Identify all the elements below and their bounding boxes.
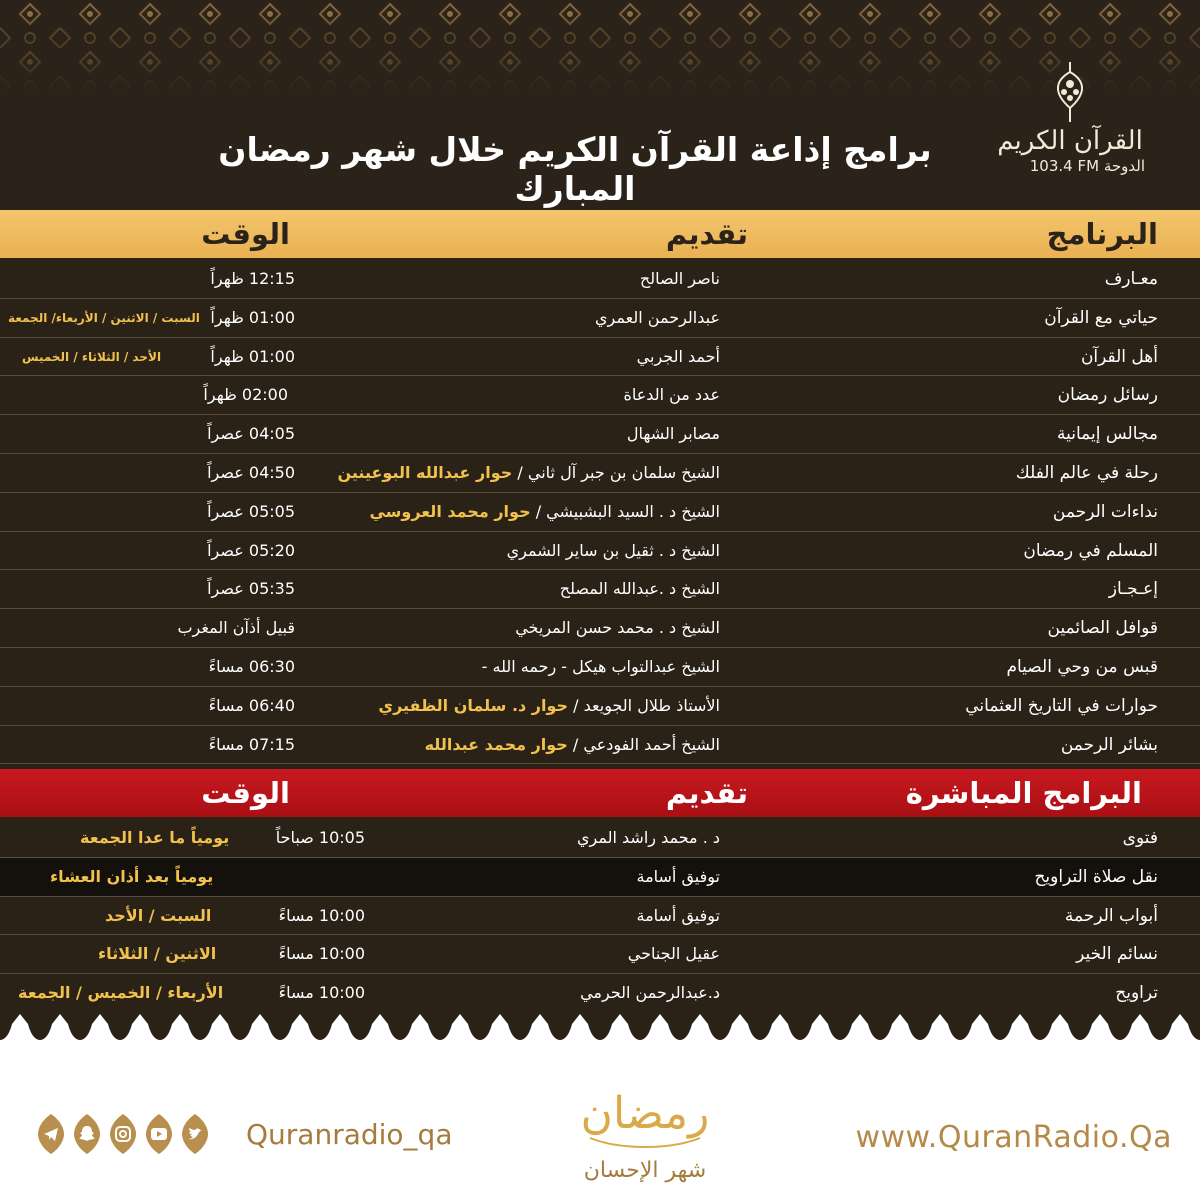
header-host: تقديم xyxy=(665,217,748,251)
header-host: تقديم xyxy=(665,776,748,810)
program-host xyxy=(369,493,720,531)
host-main: الشيخ أحمد الفودعي / xyxy=(572,734,720,754)
table-row xyxy=(0,609,1200,648)
host-main: الشيخ سلمان بن جبر آل ثاني / xyxy=(517,462,720,482)
logo-city xyxy=(985,156,1155,176)
program-days: الاثنين / الثلاثاء xyxy=(98,944,217,964)
program-time: 06:40 مساءً xyxy=(208,695,295,715)
program-host: د . محمد راشد المري xyxy=(577,828,720,847)
program-days: السبت / الأحد xyxy=(105,905,212,925)
instagram-icon[interactable] xyxy=(108,1112,138,1156)
program-days: الأربعاء / الخميس / الجمعة xyxy=(18,983,224,1003)
program-days: يومياً ما عدا الجمعة xyxy=(80,828,230,847)
program-host: الشيخ د . ثقيل بن ساير الشمري xyxy=(506,540,720,560)
program-days: الأحد / الثلاثاء / الخميس xyxy=(22,349,162,364)
program-name: نقل صلاة التراويح xyxy=(1034,866,1158,887)
quran-radio-logo xyxy=(985,62,1155,202)
program-name: معـارف xyxy=(1104,269,1158,289)
program-name: نسائم الخير xyxy=(1076,944,1158,965)
program-host: توفيق أسامة xyxy=(636,866,720,886)
program-host: توفيق أسامة xyxy=(636,905,720,925)
table-row xyxy=(0,260,1200,299)
program-name: المسلم في رمضان xyxy=(1023,540,1158,561)
ramadan-calligraphy-icon xyxy=(560,1068,730,1158)
host-interview: حوار عبدالله البوعينين xyxy=(337,462,513,482)
regular-programs-header xyxy=(0,210,1200,258)
program-host: أحمد الجربي xyxy=(636,346,720,366)
table-row xyxy=(0,897,1200,936)
program-time: 01:00 ظهراً xyxy=(210,346,295,366)
program-time: 10:00 مساءً xyxy=(278,944,365,964)
ramadan-tagline: شهر الإحسان xyxy=(583,1158,707,1183)
website-link[interactable]: www.QuranRadio.Qa xyxy=(855,1120,1172,1155)
table-row xyxy=(0,415,1200,454)
program-host xyxy=(378,687,720,725)
program-host xyxy=(337,454,720,492)
header-time: الوقت xyxy=(201,217,290,251)
program-name: بشائر الرحمن xyxy=(1060,734,1158,755)
program-time: 10:05 صباحاً xyxy=(275,828,365,847)
table-row xyxy=(0,935,1200,974)
host-interview: حوار محمد العروسي xyxy=(369,501,531,521)
program-time: 05:35 عصراً xyxy=(207,579,295,599)
live-programs-table xyxy=(0,819,1200,1013)
program-host: مصابر الشهال xyxy=(626,424,720,444)
program-name: تراويح xyxy=(1115,983,1158,1004)
table-row xyxy=(0,858,1200,897)
table-row xyxy=(0,726,1200,765)
program-name: حوارات في التاريخ العثماني xyxy=(965,695,1158,716)
ornamental-border xyxy=(0,1010,1200,1065)
logo-name: القرآن الكريم xyxy=(997,126,1143,156)
table-row xyxy=(0,687,1200,726)
program-name: رحلة في عالم الفلك xyxy=(1015,462,1158,483)
program-host: عقيل الجناحي xyxy=(627,944,720,964)
program-name: فتوى xyxy=(1122,828,1158,848)
table-row xyxy=(0,299,1200,338)
telegram-icon[interactable] xyxy=(36,1112,66,1156)
regular-programs-table xyxy=(0,260,1200,764)
header-time: الوقت xyxy=(201,776,290,810)
table-row xyxy=(0,648,1200,687)
program-name: مجالس إيمانية xyxy=(1057,424,1158,445)
logo-frequency: 103.4 FM xyxy=(1029,157,1100,175)
header-program: البرنامج xyxy=(1046,217,1158,251)
program-host xyxy=(425,726,720,764)
program-days: السبت / الاثنين / الأربعاء/ الجمعة xyxy=(8,310,200,325)
youtube-icon[interactable] xyxy=(144,1112,174,1156)
program-name: قبس من وحي الصيام xyxy=(1006,656,1158,677)
program-host: عدد من الدعاة xyxy=(623,385,720,405)
table-row xyxy=(0,532,1200,571)
program-name: أبواب الرحمة xyxy=(1064,905,1158,926)
program-name: حياتي مع القرآن xyxy=(1044,307,1158,328)
program-name: رسائل رمضان xyxy=(1057,385,1158,406)
lantern-icon xyxy=(1050,62,1090,124)
table-row xyxy=(0,338,1200,377)
program-time: 01:00 ظهراً xyxy=(210,307,295,327)
program-host: عبدالرحمن العمري xyxy=(595,307,720,327)
twitter-icon[interactable] xyxy=(180,1112,210,1156)
program-host: د.عبدالرحمن الحرمي xyxy=(580,983,720,1003)
program-host: الشيخ د .عبدالله المصلح xyxy=(559,579,720,599)
table-row xyxy=(0,819,1200,858)
social-links xyxy=(36,1112,210,1156)
program-name: قوافل الصائمين xyxy=(1047,618,1158,639)
header-program: البرامج المباشرة xyxy=(905,776,1142,810)
program-time: 06:30 مساءً xyxy=(208,656,295,676)
host-main: الأستاذ طلال الجويعد / xyxy=(573,695,720,715)
table-row xyxy=(0,570,1200,609)
host-interview: حوار د. سلمان الظفيري xyxy=(378,695,569,715)
program-time: 12:15 ظهراً xyxy=(210,269,295,288)
program-time: 04:50 عصراً xyxy=(207,462,295,482)
program-time: 04:05 عصراً xyxy=(207,424,295,444)
program-host: الشيخ عبدالتواب هيكل - رحمه الله - xyxy=(481,656,720,676)
program-host: الشيخ د . محمد حسن المريخي xyxy=(515,618,720,638)
page-title: برامج إذاعة القرآن الكريم خلال شهر رمضان المبارك xyxy=(218,130,932,208)
snapchat-icon[interactable] xyxy=(72,1112,102,1156)
live-programs-header xyxy=(0,769,1200,817)
program-time: 10:00 مساءً xyxy=(278,983,365,1003)
program-name: إعـجـاز xyxy=(1108,579,1158,600)
program-days: يومياً بعد أذان العشاء xyxy=(50,866,214,886)
table-row xyxy=(0,493,1200,532)
program-name: نداءات الرحمن xyxy=(1052,501,1158,522)
ramadan-emblem xyxy=(560,1068,730,1193)
top-banner xyxy=(0,0,1200,210)
program-time: قبيل أذآن المغرب xyxy=(177,618,295,638)
ramadan-word: رمضان xyxy=(580,1088,710,1139)
program-host: ناصر الصالح xyxy=(639,269,720,288)
program-time: 10:00 مساءً xyxy=(278,905,365,925)
table-row xyxy=(0,454,1200,493)
social-handle[interactable]: Quranradio_qa xyxy=(246,1118,453,1151)
program-time: 05:05 عصراً xyxy=(207,501,295,521)
program-time: 05:20 عصراً xyxy=(207,540,295,560)
logo-city-name: الدوحة xyxy=(1103,157,1145,175)
host-interview: حوار محمد عبدالله xyxy=(424,734,568,754)
host-main: الشيخ د . السيد البشبيشي / xyxy=(535,501,720,521)
table-row xyxy=(0,974,1200,1013)
program-time: 02:00 ظهراً xyxy=(203,385,288,405)
table-row xyxy=(0,376,1200,415)
program-time: 07:15 مساءً xyxy=(208,734,295,754)
program-name: أهل القرآن xyxy=(1080,346,1158,367)
